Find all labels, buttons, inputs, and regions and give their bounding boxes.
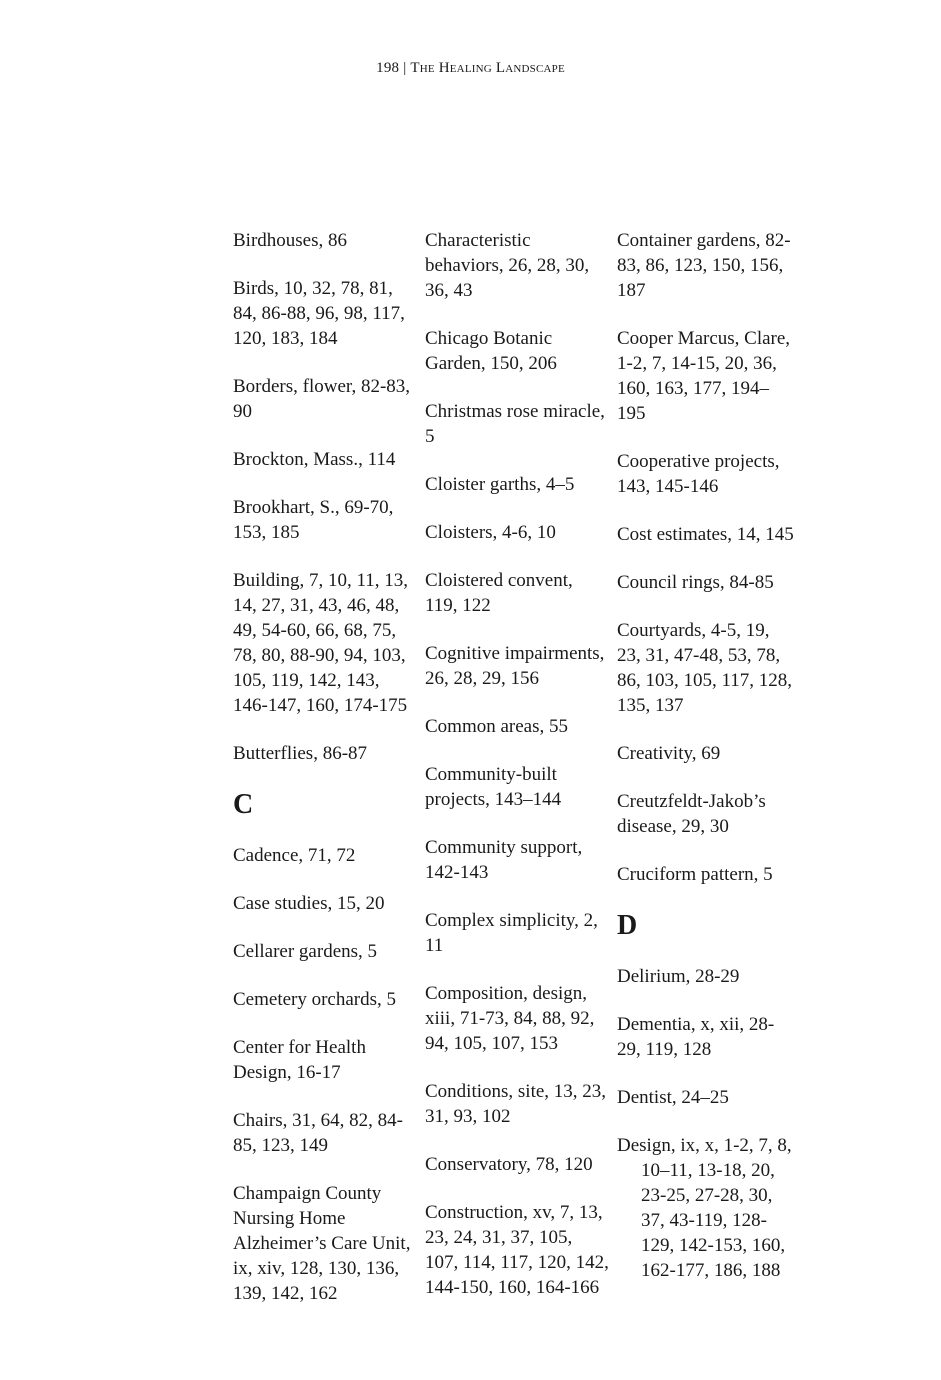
index-entry: Brockton, Mass., 114 <box>233 449 396 470</box>
index-entry: Building, 7, 10, 11, 13, 14, 27, 31, 43, 46, 48, 49, 54-60, 66, 68, 75, 78, 80, 88-90, 94, 103, 105, 119, 142, 143, 146-147, 160, 174-175 <box>233 570 409 716</box>
index-entry: Cellarer gardens, 5 <box>233 941 378 962</box>
index-entry: Characteristic behaviors, 26, 28, 30, 36, 43 <box>425 230 590 301</box>
index-entry: Center for Health Design, 16-17 <box>233 1037 366 1083</box>
index-entry: Complex simplicity, 2, 11 <box>425 910 598 956</box>
index-entry: Cloister garths, 4–5 <box>425 474 575 495</box>
index-entry: Creutzfeldt-Jakob’s disease, 29, 30 <box>617 791 766 837</box>
index-entry: Christmas rose miracle, 5 <box>425 401 605 447</box>
index-entry: Cemetery orchards, 5 <box>233 989 397 1010</box>
index-entry: Brookhart, S., 69-70, 153, 185 <box>233 497 394 543</box>
index-entry: Chicago Botanic Garden, 150, 206 <box>425 328 557 374</box>
index-entry: Conditions, site, 13, 23, 31, 93, 102 <box>425 1081 607 1127</box>
index-entry: Design, ix, x, 1-2, 7, 8, 10–11, 13-18, 20, 23-25, 27-28, 30, 37, 43-119, 128-129, 142-153, 160, 162-177, 186, 188 <box>617 1135 792 1281</box>
index-entry: Cooper Marcus, Clare, 1-2, 7, 14-15, 20, 36, 160, 163, 177, 194–195 <box>617 328 791 424</box>
index-entry: Conservatory, 78, 120 <box>425 1154 593 1175</box>
index-entry: Chairs, 31, 64, 82, 84-85, 123, 149 <box>233 1110 403 1156</box>
index-entry: Community-built projects, 143–144 <box>425 764 562 810</box>
index-entry: Dementia, x, xii, 28-29, 119, 128 <box>617 1014 775 1060</box>
index-entry: Delirium, 28-29 <box>617 966 740 987</box>
section-letter: C <box>233 789 254 820</box>
index-entry: Champaign County Nursing Home Alzheimer’s Care Unit, ix, xiv, 128, 130, 136, 139, 142, 162 <box>233 1183 411 1304</box>
index-entry: Case studies, 15, 20 <box>233 893 385 914</box>
index-entry: Common areas, 55 <box>425 716 569 737</box>
index-entry: Cognitive impairments, 26, 28, 29, 156 <box>425 643 605 689</box>
index-entry: Cadence, 71, 72 <box>233 845 356 866</box>
index-entry: Construction, xv, 7, 13, 23, 24, 31, 37, 105, 107, 114, 117, 120, 142, 144-150, 160, 164-166 <box>425 1202 609 1298</box>
index-entry: Cost estimates, 14, 145 <box>617 524 794 545</box>
section-letter: D <box>617 910 638 941</box>
running-head <box>0 60 941 77</box>
index-entry: Cloistered convent, 119, 122 <box>425 570 573 616</box>
index-entry: Butterflies, 86-87 <box>233 743 368 764</box>
book-title: The Healing Landscape <box>410 60 565 76</box>
index-entry: Courtyards, 4-5, 19, 23, 31, 47-48, 53, 78, 86, 103, 105, 117, 128, 135, 137 <box>617 620 793 716</box>
index-entry: Composition, design, xiii, 71-73, 84, 88, 92, 94, 105, 107, 153 <box>425 983 595 1054</box>
index-entry: Cruciform pattern, 5 <box>617 864 773 885</box>
index-entry: Dentist, 24–25 <box>617 1087 729 1108</box>
index-column-1 <box>233 228 418 1329</box>
index-entry: Community support, 142-143 <box>425 837 583 883</box>
header-separator: | <box>403 60 407 76</box>
index-entry: Birds, 10, 32, 78, 81, 84, 86-88, 96, 98, 117, 120, 183, 184 <box>233 278 405 349</box>
page-number: 198 <box>376 60 400 76</box>
index-entry: Container gardens, 82-83, 86, 123, 150, 156, 187 <box>617 230 791 301</box>
index-entry: Cloisters, 4-6, 10 <box>425 522 556 543</box>
index-column-3 <box>617 228 795 1306</box>
index-column-2 <box>425 228 610 1323</box>
index-entry: Creativity, 69 <box>617 743 721 764</box>
index-entry: Cooperative projects, 143, 145-146 <box>617 451 780 497</box>
index-entry: Council rings, 84-85 <box>617 572 774 593</box>
index-entry: Borders, flower, 82-83, 90 <box>233 376 411 422</box>
index-entry: Birdhouses, 86 <box>233 230 347 251</box>
